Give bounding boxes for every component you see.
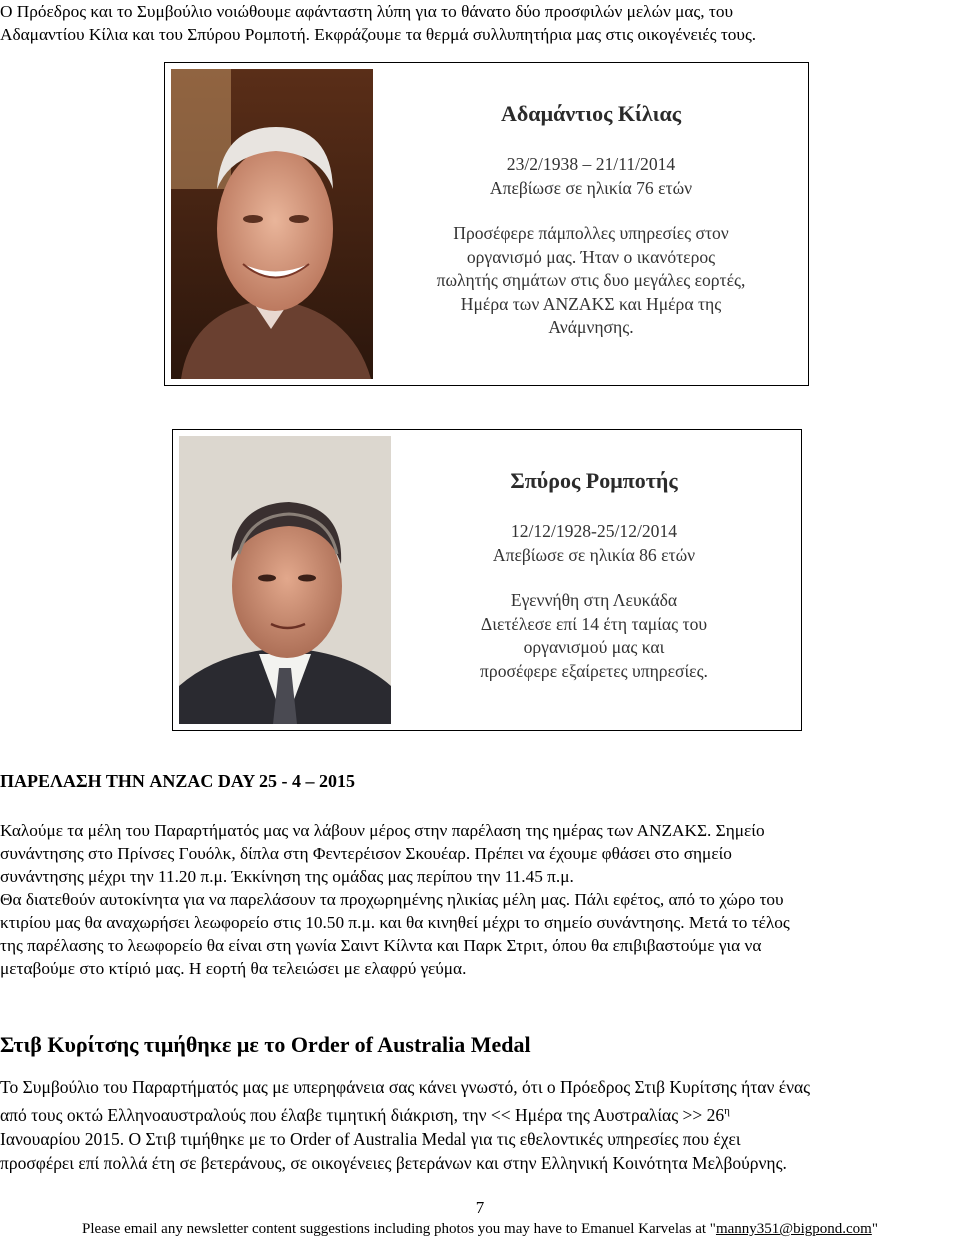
anzac-paragraph bbox=[0, 819, 955, 980]
obituary-age: Απεβίωσε σε ηλικία 86 ετών bbox=[492, 544, 696, 565]
footer-close-quote: " bbox=[871, 1221, 878, 1237]
intro-line: Αδαμαντίου Κίλια και του Σπύρου Ρομποτή. Εκφράζουμε τα θερμά συλλυπητήρια μας στις οικογένειές τους. bbox=[0, 25, 757, 44]
medal-heading: Στιβ Κυρίτσης τιμήθηκε με το Order of Australia Medal bbox=[0, 1032, 531, 1057]
superscript: η bbox=[724, 1105, 730, 1117]
obituary-text-kilias bbox=[385, 101, 797, 340]
anzac-line: μεταβούμε στο κτίριό μας. Η εορτή θα τελειώσει με ελαφρύ γεύμα. bbox=[0, 959, 467, 978]
footer-email-link[interactable]: manny351@bigpond.com bbox=[715, 1221, 872, 1237]
obituary-name: Σπύρος Ρομποτής bbox=[510, 468, 678, 493]
medal-line bbox=[0, 1099, 958, 1127]
obituary-bio-line: πωλητής σημάτων στις δυο μεγάλες εορτές, bbox=[436, 270, 746, 290]
obituary-card-kilias bbox=[164, 62, 809, 386]
obituary-bio-line: οργανισμού μας και bbox=[523, 637, 665, 657]
obituary-bio-line: προσέφερε εξαίρετες υπηρεσίες. bbox=[480, 660, 708, 681]
obituary-bio bbox=[385, 222, 797, 340]
obituary-dates: 12/12/1928-25/12/2014 bbox=[510, 521, 678, 541]
medal-line: Ιανουαρίου 2015. Ο Στιβ τιμήθηκε με το Order of Australia Medal για τις εθελοντικές υπηρεσίες που έχει bbox=[0, 1128, 741, 1149]
obituary-bio bbox=[397, 589, 791, 683]
intro-paragraph bbox=[0, 0, 950, 46]
anzac-line: της παρέλασης το λεωφορείο θα είναι στη γωνία Σαιντ Κίλντα και Παρκ Στριτ, όπου θα επιβιβαστούμε για να bbox=[0, 936, 762, 955]
obituary-bio-line: Ανάμνησης. bbox=[548, 317, 634, 337]
obituary-bio-line: Προσέφερε πάμπολλες υπηρεσίες στον bbox=[453, 223, 729, 243]
anzac-heading: ΠΑΡΕΛΑΣΗ ΤΗΝ ANZAC DAY 25 - 4 – 2015 bbox=[0, 771, 356, 791]
obituary-text-robotis bbox=[397, 468, 791, 683]
photo-robotis bbox=[179, 436, 391, 724]
obituary-card-robotis bbox=[172, 429, 802, 731]
obituary-dates: 23/2/1938 – 21/11/2014 bbox=[506, 154, 676, 174]
anzac-line: συνάντησης μέχρι την 11.20 π.μ. Έκκίνηση της ομάδας μας περίπου την 11.45 π.μ. bbox=[0, 867, 574, 886]
obituary-age: Απεβίωσε σε ηλικία 76 ετών bbox=[489, 177, 693, 198]
medal-line: Το Συμβούλιο του Παραρτήματός μας με υπερηφάνεια σας κάνει γνωστό, ότι ο Πρόεδρος Στιβ Κυρίτσης ήταν ένας bbox=[0, 1077, 811, 1097]
medal-line-text: από τους οκτώ Ελληνοαυστραλούς που έλαβε τιμητική διάκριση, την << Ημέρα της Αυστραλίας >> 26 bbox=[0, 1104, 725, 1125]
obituary-bio-line: Διετέλεσε επί 14 έτη ταμίας του bbox=[480, 613, 708, 634]
obituary-bio-line: Ημέρα των ΑΝΖΑΚΣ και Ημέρα της bbox=[460, 293, 722, 314]
anzac-line: κτιρίου μας θα αναχωρήσει λεωφορείο στις 10.50 π.μ. και θα κινηθεί μέχρι το σημείο συνάντησης. Μετά το τέλος bbox=[0, 913, 790, 932]
anzac-line: συνάντησης στο Πρίνσες Γουόλκ, δίπλα στη Φεντερέισον Σκουέαρ. Πρέπει να έχουμε φθάσει στο σημείο bbox=[0, 844, 732, 863]
intro-line: Ο Πρόεδρος και το Συμβούλιο νοιώθουμε αφάνταστη λύπη για το θάνατο δύο προσφιλών μελών μας, του bbox=[0, 2, 734, 21]
page-number: 7 bbox=[475, 1198, 485, 1217]
medal-line: προσφέρει επί πολλά έτη σε βετεράνους, σε οικογένειες βετεράνων και στην Ελληνική Κοινότητα Μελβούρνης. bbox=[0, 1152, 787, 1173]
obituary-bio-line: οργανισμό μας. Ήταν ο ικανότερος bbox=[466, 246, 716, 267]
photo-kilias bbox=[171, 69, 373, 379]
obituary-name: Αδαμάντιος Κίλιας bbox=[500, 101, 682, 126]
footer-text: Please email any newsletter content suggestions including photos you may have to Emanuel Karvelas at " bbox=[82, 1221, 716, 1237]
footer-note bbox=[0, 1221, 960, 1238]
anzac-line: Καλούμε τα μέλη του Παραρτήματός μας να λάβουν μέρος στην παρέλαση της ημέρας των ΑΝΖΑΚΣ. Σημείο bbox=[0, 821, 765, 840]
anzac-line: Θα διατεθούν αυτοκίνητα για να παρελάσουν τα προχωρημένης ηλικίας μέλη μας. Πάλι εφέτος, από το χώρο του bbox=[0, 890, 784, 909]
medal-paragraph bbox=[0, 1075, 958, 1175]
obituary-bio-line: Εγεννήθη στη Λευκάδα bbox=[510, 590, 678, 610]
